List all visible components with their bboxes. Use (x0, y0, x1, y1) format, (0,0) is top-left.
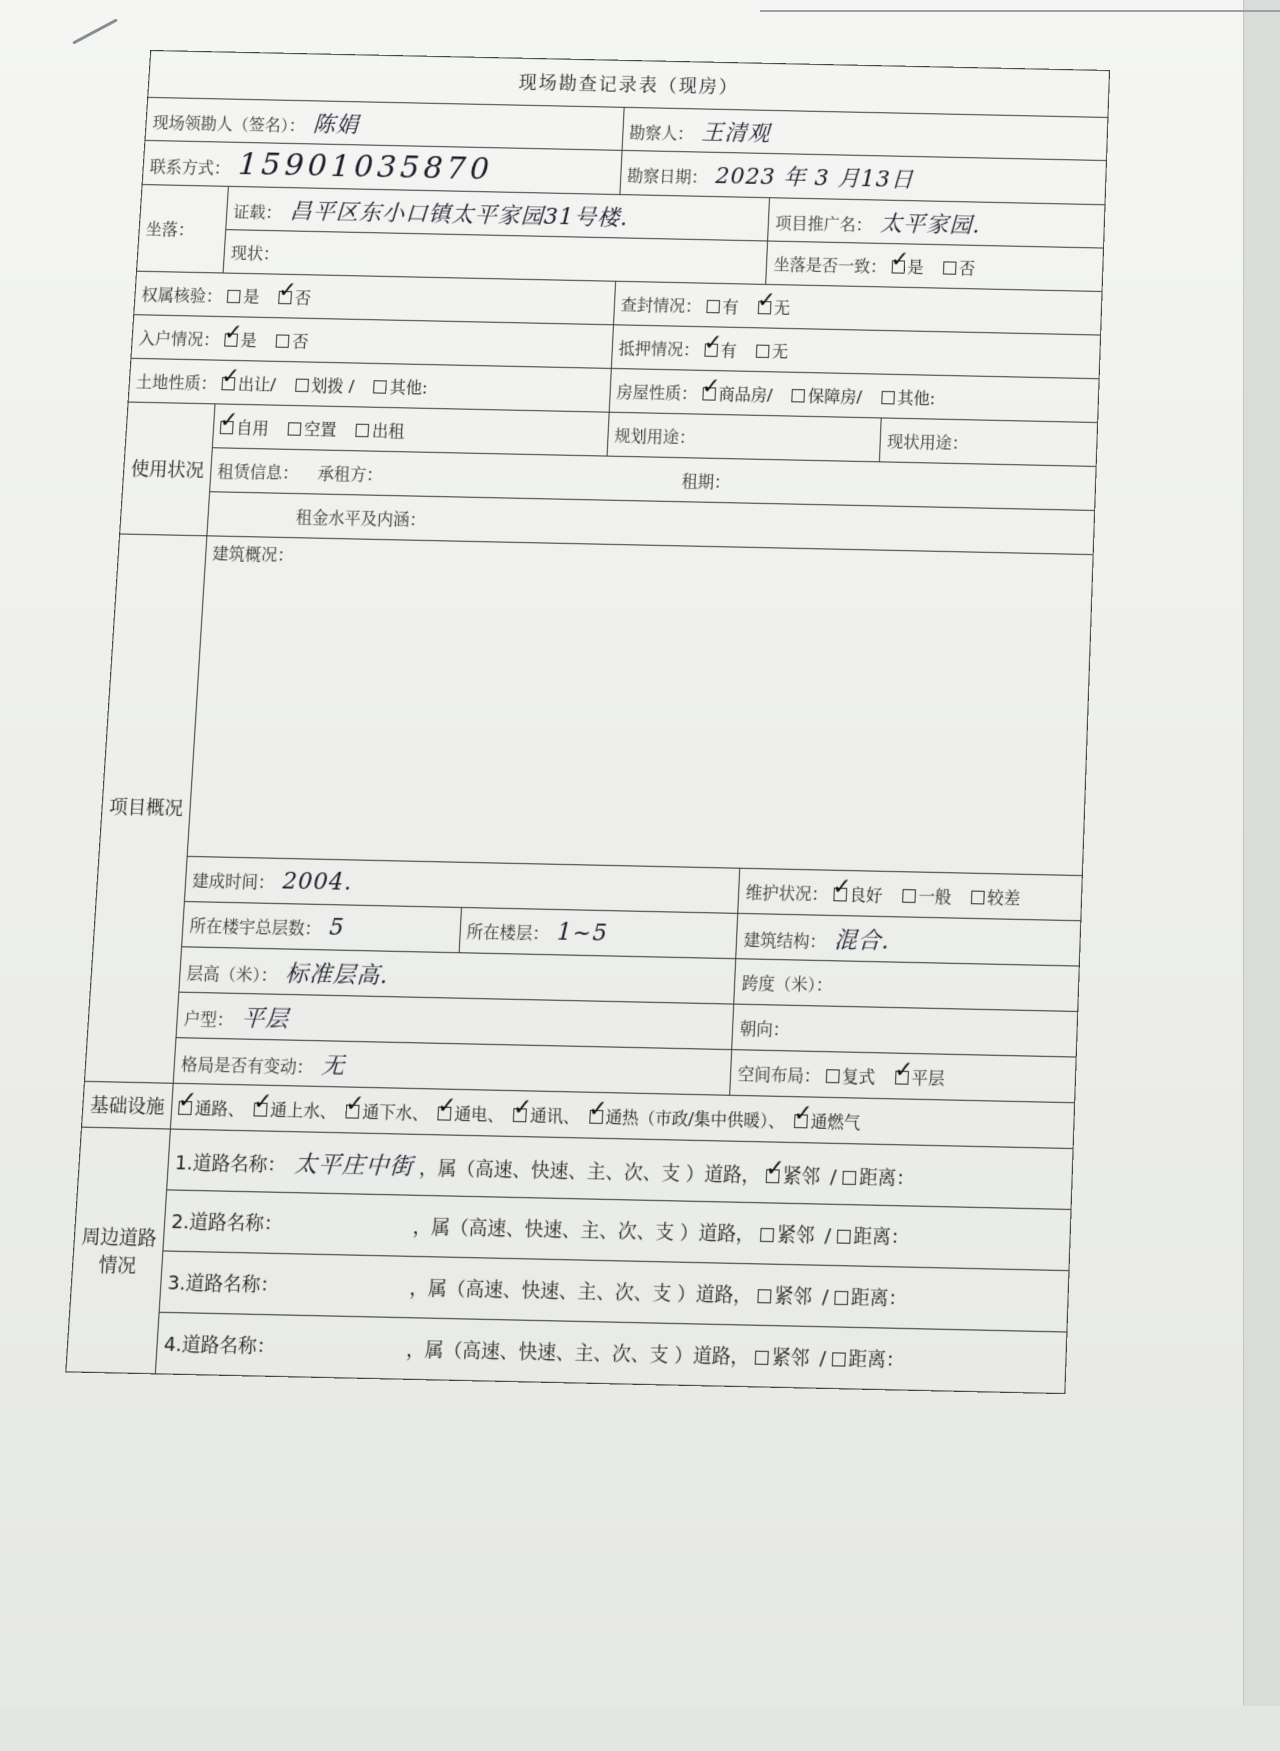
road-name-value: 太平庄中街 (293, 1150, 414, 1181)
entry-no-checkbox[interactable] (276, 334, 290, 347)
infra-drainage-checkbox[interactable] (344, 1090, 366, 1118)
contact-value: 15901035870 (237, 146, 494, 188)
road-row: 4.道路名称： ，属（高速、快速、主、次、支 ）道路， 紧邻 / 距离： (155, 1312, 1067, 1393)
land-allocate-checkbox[interactable] (295, 378, 309, 392)
road-distance-label: 距离： (858, 1166, 916, 1191)
height-label: 层高（米）： (186, 962, 278, 985)
infra-power-checkbox[interactable] (436, 1092, 458, 1120)
building-overview-cell (187, 536, 1093, 876)
usage-self-checkbox[interactable] (218, 407, 239, 434)
land-allocate-label: 划拨 / (310, 375, 355, 396)
mortgage-have-checkbox[interactable] (703, 329, 723, 356)
maintenance-poor-label: 较差 (986, 887, 1021, 908)
orientation-label: 朝向： (739, 1017, 790, 1040)
land-other-checkbox[interactable] (373, 380, 387, 394)
date-label: 勘察日期： (626, 166, 708, 187)
road-number: 2. (170, 1210, 190, 1234)
consistent-label: 坐落是否一致： (773, 254, 887, 276)
underlying-paper-top (760, 0, 1280, 12)
land-label: 土地性质： (135, 371, 218, 393)
entry-label: 入户情况： (138, 327, 221, 349)
height-value: 标准层高. (284, 960, 390, 990)
project-value: 太平家园. (879, 211, 981, 239)
built-time-value: 2004. (281, 867, 354, 896)
survey-form (42, 50, 1110, 1751)
check-mark-icon: ✓ (344, 1090, 366, 1118)
layout-change-label: 格局是否有变动： (180, 1053, 314, 1077)
infra-drainage-label: 通下水、 (361, 1101, 430, 1123)
roads-section-label: 周边道路情况 (66, 1127, 171, 1374)
house-affordable-label: 保障房/ (807, 385, 863, 407)
cert-value: 昌平区东小口镇太平家园31号楼. (288, 198, 629, 231)
road-number: 4. (163, 1333, 183, 1357)
project-cell (768, 198, 1105, 248)
usage-vacant-label: 空置 (303, 419, 338, 440)
space-flat-label: 平层 (911, 1067, 945, 1089)
plan-use-label: 规划用途： (613, 425, 696, 447)
current-use-label: 现状用途： (886, 431, 969, 453)
seal-have-checkbox[interactable] (706, 299, 720, 312)
check-mark-icon: ✓ (220, 363, 241, 390)
seal-label: 查封情况： (620, 294, 702, 316)
road-name-label: 道路名称： (192, 1151, 287, 1177)
ownership-yes-label: 是 (242, 286, 261, 307)
road-distance-label: 距离： (848, 1348, 906, 1373)
land-other-label: 其他: (389, 376, 429, 398)
consistent-yes-checkbox[interactable] (890, 246, 910, 273)
floor-value: 1~5 (556, 919, 609, 947)
span-cell (734, 959, 1079, 1012)
check-mark-icon: ✓ (436, 1092, 458, 1120)
structure-label: 建筑结构： (743, 929, 827, 952)
check-mark-icon: ✓ (890, 246, 910, 273)
seal-none-checkbox[interactable] (756, 287, 777, 313)
road-row: 2.道路名称： ，属（高速、快速、主、次、支 ）道路， 紧邻 / 距离： (163, 1190, 1071, 1271)
house-label: 房屋性质： (615, 381, 698, 403)
infra-section-label: 基础设施 (82, 1081, 174, 1129)
type-value: 平层 (240, 1005, 290, 1033)
infra-road-label: 通路、 (194, 1097, 246, 1119)
road-distance-label: 距离： (853, 1225, 910, 1250)
structure-cell (736, 913, 1081, 966)
road-number: 3. (166, 1272, 187, 1296)
house-other-label: 其他: (897, 387, 936, 408)
road-name-label: 道路名称： (188, 1211, 284, 1236)
total-floors-value: 5 (328, 914, 346, 941)
infra-heating-checkbox[interactable] (587, 1095, 609, 1123)
check-mark-icon: ✓ (252, 1088, 274, 1116)
underlying-paper-edge (1243, 0, 1280, 1706)
surveyor-value: 王清观 (700, 119, 772, 147)
surveyor-label: 勘察人： (628, 122, 694, 143)
road-class-text: ，属（高速、快速、主、次、支 ）道路， (408, 1277, 753, 1308)
road-adjacent-checkbox[interactable] (765, 1154, 786, 1183)
road-adjacent-label: 紧邻 (776, 1224, 816, 1248)
lease-term-label: 租期： (681, 470, 731, 492)
check-mark-icon: ✓ (277, 277, 298, 303)
road-number: 1. (174, 1151, 194, 1175)
infra-telecom-label: 通讯、 (529, 1104, 581, 1127)
road-row: 1.道路名称： 太平庄中街 ，属（高速、快速、主、次、支 ）道路， ✓ 紧邻 / 距离： (167, 1129, 1074, 1209)
orientation-cell (732, 1004, 1078, 1057)
road-distance-checkbox[interactable] (834, 1291, 848, 1305)
house-commercial-checkbox[interactable] (701, 373, 721, 401)
mortgage-have-label: 有 (720, 340, 738, 360)
space-flat-checkbox[interactable] (893, 1056, 914, 1084)
check-mark-icon: ✓ (893, 1056, 914, 1084)
built-time-label: 建成时间： (191, 870, 275, 892)
form-title: 现场勘查记录表（现房） (148, 50, 1110, 117)
contact-label: 联系方式： (149, 157, 231, 178)
road-adjacent-label: 紧邻 (774, 1285, 813, 1309)
seal-have-label: 有 (722, 296, 740, 317)
infra-water-supply-checkbox[interactable] (252, 1088, 274, 1116)
ownership-no-checkbox[interactable] (277, 277, 298, 303)
infra-heating-label: 通热（市政/集中供暖）、 (605, 1106, 786, 1131)
land-transfer-checkbox[interactable] (220, 363, 241, 391)
road-class-text: ，属（高速、快速、主、次、支 ）道路， (405, 1338, 750, 1369)
check-mark-icon: ✓ (756, 287, 777, 313)
house-commercial-label: 商品房/ (718, 383, 773, 405)
consistent-yes-label: 是 (907, 257, 925, 277)
road-class-text: ，属（高速、快速、主、次、支 ）道路， (412, 1216, 756, 1247)
check-mark-icon: ✓ (701, 373, 721, 400)
house-other-checkbox[interactable] (881, 390, 895, 404)
road-distance-checkbox[interactable] (837, 1230, 851, 1244)
infra-power-label: 通电、 (453, 1103, 505, 1125)
road-distance-checkbox[interactable] (832, 1352, 846, 1366)
form-table (65, 50, 1110, 1394)
road-distance-label: 距离： (850, 1286, 908, 1311)
road-adjacent-checkbox[interactable] (755, 1351, 769, 1365)
location-label: 坐落： (137, 185, 229, 273)
floor-label: 所在楼层： (466, 921, 550, 944)
check-mark-icon: ✓ (177, 1086, 198, 1114)
maintenance-poor-checkbox[interactable] (971, 890, 985, 904)
maintenance-fair-label: 一般 (918, 885, 952, 907)
entry-yes-label: 是 (240, 330, 258, 350)
house-affordable-checkbox[interactable] (792, 389, 806, 403)
space-cell (730, 1050, 1076, 1103)
project-section-label: 项目概况 (84, 534, 206, 1083)
tenant-label: 承租方： (317, 463, 384, 485)
total-floors-label: 所在楼宇总层数： (188, 915, 322, 939)
road-adjacent-label: 紧邻 (771, 1346, 810, 1371)
ownership-no-label: 否 (294, 287, 312, 308)
plan-use-cell (607, 412, 882, 462)
maintenance-good-checkbox[interactable] (831, 873, 852, 901)
layout-change-value: 无 (320, 1052, 346, 1080)
usage-rent-label: 出租 (371, 420, 405, 441)
floor-cell (459, 907, 738, 958)
mortgage-none-label: 无 (771, 341, 789, 361)
span-label: 跨度（米）： (741, 972, 833, 995)
ownership-yes-checkbox[interactable] (227, 289, 241, 302)
road-class-text: ，属（高速、快速、主、次、支 ）道路， (418, 1156, 761, 1187)
check-mark-icon: ✓ (218, 407, 239, 433)
ownership-label: 权属核验： (141, 284, 223, 306)
road-name-label: 道路名称： (184, 1272, 280, 1298)
lead-value: 陈娟 (312, 111, 360, 138)
current-use-cell (880, 418, 1098, 466)
check-mark-icon: ✓ (831, 873, 852, 901)
maintenance-good-label: 良好 (849, 884, 883, 905)
road-adjacent-label: 紧邻 (782, 1164, 821, 1188)
total-floors-cell (182, 902, 462, 953)
maintenance-cell (738, 868, 1082, 921)
lease-label: 租赁信息： (216, 461, 300, 483)
mortgage-label: 抵押情况： (618, 338, 700, 360)
date-value: 2023 年 3 月13日 (714, 163, 915, 194)
check-mark-icon: ✓ (792, 1099, 814, 1127)
consistent-no-label: 否 (958, 258, 976, 278)
space-label: 空间布局： (737, 1063, 821, 1086)
consistent-no-checkbox[interactable] (943, 261, 957, 274)
space-duplex-checkbox[interactable] (825, 1069, 839, 1083)
building-overview-label: 建筑概况： (211, 543, 295, 565)
check-mark-icon: ✓ (703, 329, 723, 356)
infra-gas-label: 通燃气 (810, 1110, 861, 1133)
road-adjacent-checkbox[interactable] (760, 1228, 774, 1242)
infra-telecom-checkbox[interactable] (512, 1093, 533, 1122)
road-adjacent-checkbox[interactable] (758, 1289, 772, 1303)
status-label: 现状： (230, 242, 280, 264)
entry-yes-checkbox[interactable] (223, 319, 244, 346)
usage-rent-checkbox[interactable] (355, 423, 369, 437)
infra-gas-checkbox[interactable] (792, 1099, 814, 1128)
seal-none-label: 无 (773, 297, 791, 318)
check-mark-icon: ✓ (512, 1093, 533, 1121)
type-label: 户型： (183, 1008, 234, 1030)
maintenance-fair-checkbox[interactable] (902, 889, 916, 903)
space-duplex-label: 复式 (841, 1065, 876, 1087)
mortgage-none-checkbox[interactable] (756, 344, 770, 357)
structure-value: 混合. (833, 927, 891, 955)
project-label: 项目推广名： (774, 212, 873, 235)
rent-label: 租金水平及内涵： (295, 506, 427, 530)
maintenance-label: 维护状况： (745, 882, 829, 904)
check-mark-icon: ✓ (223, 319, 244, 346)
entry-no-label: 否 (291, 331, 310, 351)
usage-section-label: 使用状况 (120, 402, 215, 536)
check-mark-icon: ✓ (765, 1154, 786, 1182)
infra-road-checkbox[interactable] (177, 1086, 198, 1114)
infra-water-supply-label: 通上水、 (269, 1099, 338, 1121)
road-row: 3.道路名称： ，属（高速、快速、主、次、支 ）道路， 紧邻 / 距离： (159, 1251, 1069, 1332)
cert-label: 证载： (232, 201, 283, 222)
usage-vacant-checkbox[interactable] (288, 422, 302, 436)
usage-self-label: 自用 (235, 417, 270, 438)
pen-mark (72, 18, 118, 44)
lead-label: 现场领勘人（签名）： (152, 112, 306, 135)
consistent-cell (766, 241, 1103, 291)
check-mark-icon: ✓ (587, 1095, 609, 1123)
land-transfer-label: 出让/ (237, 373, 277, 394)
road-name-label: 道路名称： (181, 1333, 277, 1359)
road-distance-checkbox[interactable] (842, 1170, 856, 1184)
